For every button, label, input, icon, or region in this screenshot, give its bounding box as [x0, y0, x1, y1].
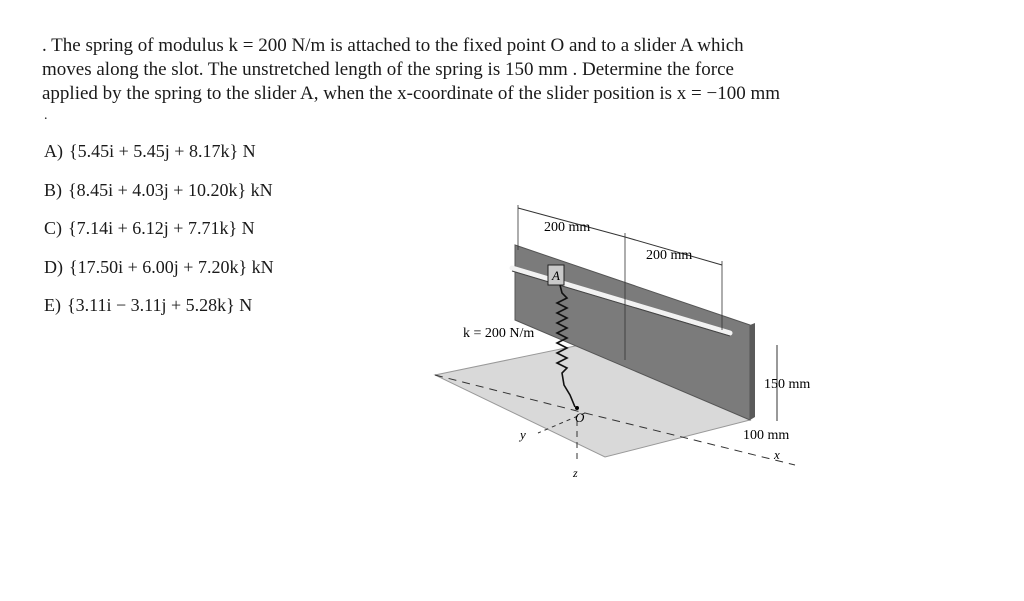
- slider-label: A: [552, 268, 560, 283]
- option-b[interactable]: [44, 177, 274, 216]
- option-e[interactable]: [44, 292, 274, 331]
- axis-x-label: x: [774, 447, 780, 462]
- spring-label: k = 200 N/m: [463, 326, 535, 341]
- question-line: applied by the spring to the slider A, when the x-coordinate of the slider position is x = −100 mm: [42, 83, 781, 104]
- dim-bottom-label: 100 mm: [743, 428, 790, 443]
- plate-edge: [750, 323, 755, 420]
- option-label: C): [44, 218, 62, 238]
- question-text: [42, 34, 862, 106]
- spring-slider-figure: [420, 195, 840, 495]
- axis-y-label: y: [520, 427, 526, 442]
- axis-z-label: z: [573, 466, 578, 480]
- dim-height-label: 150 mm: [764, 377, 811, 392]
- option-c[interactable]: [44, 215, 274, 254]
- answer-options: [44, 138, 274, 331]
- option-text: {8.45i + 4.03j + 10.20k} kN: [68, 179, 273, 200]
- option-text: {5.45i + 5.45j + 8.17k} N: [69, 141, 256, 161]
- question-marker: .: [44, 108, 48, 123]
- option-label: D): [44, 256, 63, 277]
- question-line: moves along the slot. The unstretched length of the spring is 150 mm . Determine the force: [42, 59, 734, 80]
- option-a[interactable]: [44, 138, 274, 177]
- option-label: E): [44, 295, 61, 315]
- option-text: {7.14i + 6.12j + 7.71k} N: [68, 218, 255, 238]
- option-label: B): [44, 179, 62, 200]
- option-text: {3.11i − 3.11j + 5.28k} N: [67, 295, 253, 315]
- option-label: A): [44, 141, 63, 161]
- question-line: . The spring of modulus k = 200 N/m is attached to the fixed point O and to a slider A which: [42, 35, 744, 56]
- dim-top-right-label: 200 mm: [646, 248, 693, 263]
- option-text: {17.50i + 6.00j + 7.20k} kN: [69, 256, 274, 277]
- option-d[interactable]: [44, 254, 274, 293]
- point-o-label: O: [575, 410, 585, 425]
- dim-top-left-label: 200 mm: [544, 220, 591, 235]
